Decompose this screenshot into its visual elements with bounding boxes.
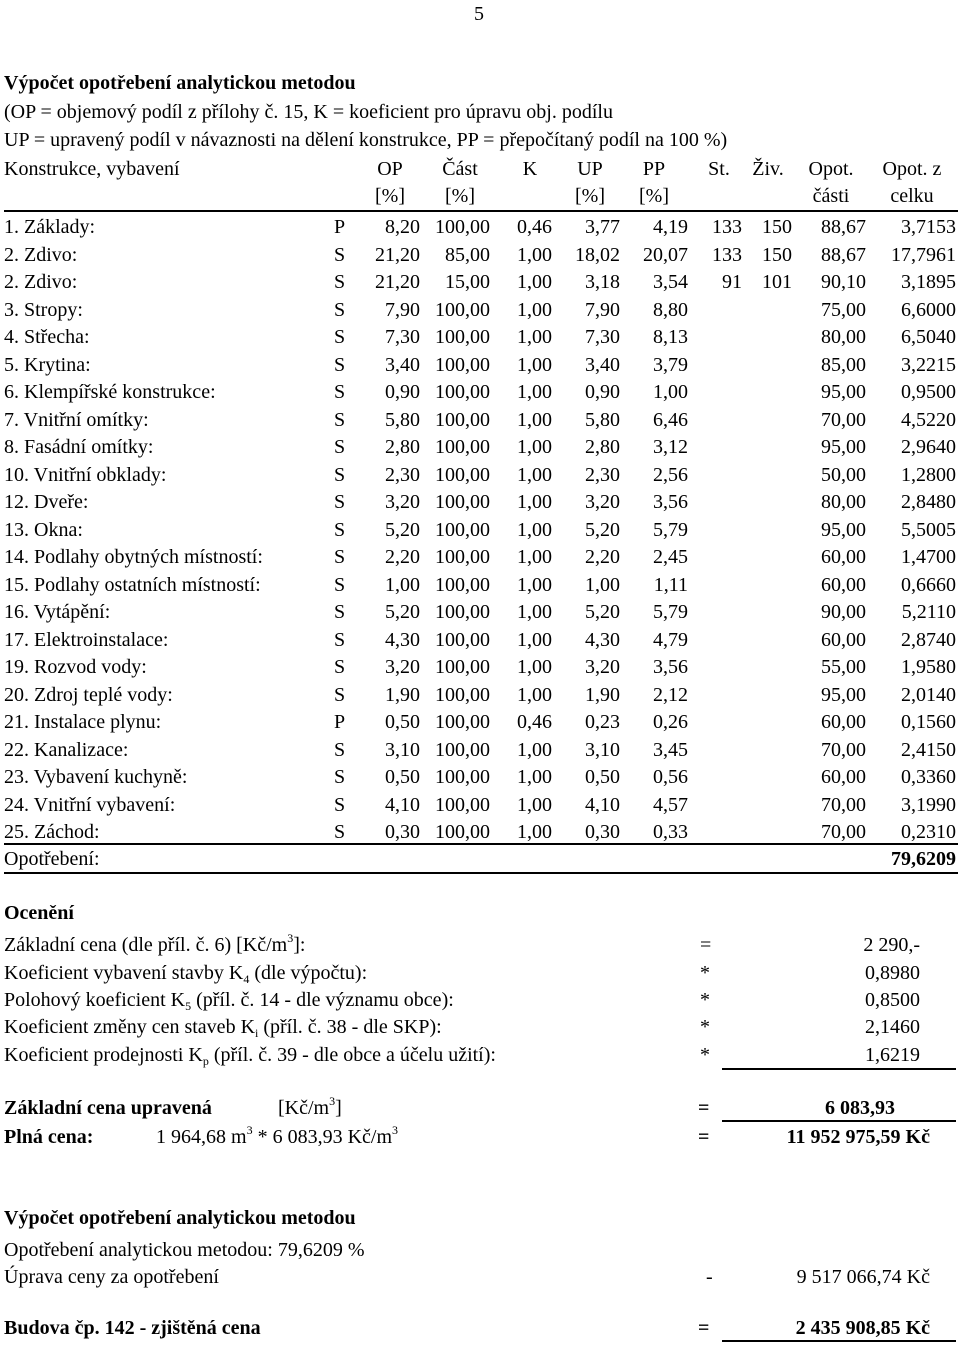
cell-cast: 100,00: [435, 299, 490, 321]
cell-k: 0,46: [517, 711, 552, 733]
cell-ziv: 150: [762, 216, 792, 238]
cell-pp: 3,79: [653, 354, 688, 376]
cell-up: 3,20: [585, 656, 620, 678]
header-pp-unit: [%]: [639, 185, 669, 207]
cell-opc: 60,00: [821, 629, 866, 651]
total-value: 79,6209: [891, 848, 956, 870]
header-opot-casti-unit: části: [812, 185, 850, 207]
intro-title: Výpočet opotřebení analytickou metodou: [4, 72, 356, 94]
cell-type: S: [334, 601, 346, 623]
cell-op: 7,30: [385, 326, 420, 348]
cell-type: S: [334, 271, 346, 293]
oceneni-value: 1,6219: [865, 1044, 920, 1066]
cell-cast: 100,00: [435, 409, 490, 431]
cell-opc: 90,00: [821, 601, 866, 623]
cell-opc: 50,00: [821, 464, 866, 486]
cell-type: S: [334, 409, 346, 431]
cell-op: 0,50: [385, 766, 420, 788]
cell-op: 0,50: [385, 711, 420, 733]
cell-k: 1,00: [517, 656, 552, 678]
cell-up: 3,18: [585, 271, 620, 293]
cell-type: S: [334, 629, 346, 651]
uprava-label: Úprava ceny za opotřebení: [4, 1266, 219, 1288]
cell-opc: 60,00: [821, 766, 866, 788]
oceneni-title: Ocenění: [4, 902, 74, 924]
header-pp: PP: [642, 158, 666, 180]
cell-k: 1,00: [517, 409, 552, 431]
cell-pp: 1,11: [653, 574, 688, 596]
cell-pp: 4,19: [653, 216, 688, 238]
cell-opc: 75,00: [821, 299, 866, 321]
cell-cast: 100,00: [435, 354, 490, 376]
upravena-label: Základní cena upravená: [4, 1097, 212, 1119]
cell-opc: 85,00: [821, 354, 866, 376]
oceneni-value: 2 290,-: [863, 934, 920, 956]
cell-op: 0,30: [385, 821, 420, 843]
cell-up: 0,23: [585, 711, 620, 733]
cell-k: 1,00: [517, 739, 552, 761]
cell-opz: 0,1560: [901, 711, 956, 733]
cell-k: 1,00: [517, 491, 552, 513]
cell-up: 18,02: [575, 244, 620, 266]
cell-up: 4,30: [585, 629, 620, 651]
cell-k: 1,00: [517, 464, 552, 486]
cell-name: 20. Zdroj teplé vody:: [4, 684, 173, 706]
cell-cast: 100,00: [435, 574, 490, 596]
final-label: Budova čp. 142 - zjištěná cena: [4, 1317, 261, 1339]
cell-pp: 8,13: [653, 326, 688, 348]
cell-k: 1,00: [517, 354, 552, 376]
oceneni-label: Polohový koeficient $K_5$ (příl. č. 14 - dle významu obce):: [4, 989, 454, 1013]
plna-op: =: [698, 1126, 710, 1148]
cell-opz: 3,1990: [901, 794, 956, 816]
cell-type: S: [334, 299, 346, 321]
cell-cast: 100,00: [435, 656, 490, 678]
cell-k: 1,00: [517, 794, 552, 816]
cell-opz: 2,8740: [901, 629, 956, 651]
cell-op: 1,00: [385, 574, 420, 596]
cell-op: 1,90: [385, 684, 420, 706]
cell-up: 0,30: [585, 821, 620, 843]
cell-name: 2. Zdivo:: [4, 271, 78, 293]
cell-op: 7,90: [385, 299, 420, 321]
cell-k: 1,00: [517, 766, 552, 788]
cell-name: 24. Vnitřní vybavení:: [4, 794, 176, 816]
cell-cast: 100,00: [435, 546, 490, 568]
cell-opz: 1,2800: [901, 464, 956, 486]
cell-cast: 100,00: [435, 684, 490, 706]
plna-formula: 1 964,68 $m^3 * 6$ 083,93 $Kč/m^3$: [156, 1123, 398, 1148]
header-opot-celku: Opot. z: [882, 158, 942, 180]
cell-opc: 95,00: [821, 436, 866, 458]
total-divider: [4, 843, 958, 845]
cell-cast: 100,00: [435, 821, 490, 843]
cell-opz: 0,6660: [901, 574, 956, 596]
cell-k: 1,00: [517, 684, 552, 706]
cell-opc: 80,00: [821, 491, 866, 513]
cell-up: 2,80: [585, 436, 620, 458]
header-st: St.: [708, 158, 730, 180]
cell-type: S: [334, 739, 346, 761]
cell-name: 2. Zdivo:: [4, 244, 78, 266]
oceneni-label: Koeficient prodejnosti $K_p$ (příl. č. 39 - dle obce a účelu užití):: [4, 1044, 496, 1068]
cell-type: S: [334, 464, 346, 486]
intro-line-2: UP = upravený podíl v návaznosti na dělení konstrukce, PP = přepočítaný podíl na 100 %): [4, 129, 728, 151]
cell-opz: 5,5005: [901, 519, 956, 541]
cell-cast: 15,00: [445, 271, 490, 293]
cell-opz: 5,2110: [901, 601, 956, 623]
cell-type: S: [334, 656, 346, 678]
header-opot-casti: Opot.: [808, 158, 854, 180]
cell-op: 5,20: [385, 519, 420, 541]
cell-cast: 100,00: [435, 326, 490, 348]
cell-k: 1,00: [517, 244, 552, 266]
cell-pp: 8,80: [653, 299, 688, 321]
cell-up: 2,20: [585, 546, 620, 568]
oceneni-value: 2,1460: [865, 1016, 920, 1038]
header-ziv: Živ.: [752, 158, 784, 180]
cell-cast: 100,00: [435, 739, 490, 761]
final-value: 2 435 908,85 Kč: [795, 1317, 930, 1339]
cell-name: 25. Záchod:: [4, 821, 100, 843]
cell-name: 17. Elektroinstalace:: [4, 629, 169, 651]
cell-pp: 3,54: [653, 271, 688, 293]
header-divider: [4, 210, 958, 212]
cell-pp: 1,00: [653, 381, 688, 403]
header-opot-celku-unit: celku: [890, 185, 934, 207]
cell-k: 1,00: [517, 519, 552, 541]
cell-name: 1. Základy:: [4, 216, 96, 238]
cell-op: 5,80: [385, 409, 420, 431]
cell-type: P: [334, 216, 346, 238]
cell-op: 3,40: [385, 354, 420, 376]
upravena-value: 6 083,93: [825, 1097, 895, 1119]
plna-label: Plná cena:: [4, 1126, 94, 1148]
oceneni-label: Koeficient vybavení stavby $K_4$ (dle výpočtu):: [4, 962, 368, 986]
cell-up: 3,77: [585, 216, 620, 238]
oceneni-operator: *: [700, 1044, 710, 1066]
cell-cast: 100,00: [435, 601, 490, 623]
cell-op: 21,20: [375, 271, 420, 293]
cell-opz: 17,7961: [891, 244, 956, 266]
cell-up: 3,10: [585, 739, 620, 761]
cell-up: 7,90: [585, 299, 620, 321]
cell-up: 4,10: [585, 794, 620, 816]
cell-pp: 2,45: [653, 546, 688, 568]
cell-type: S: [334, 326, 346, 348]
cell-op: 3,20: [385, 656, 420, 678]
cell-pp: 3,45: [653, 739, 688, 761]
cell-name: 13. Okna:: [4, 519, 83, 541]
cell-opc: 88,67: [821, 244, 866, 266]
cell-name: 14. Podlahy obytných místností:: [4, 546, 263, 568]
cell-type: S: [334, 519, 346, 541]
header-op-unit: [%]: [375, 185, 405, 207]
cell-opc: 60,00: [821, 546, 866, 568]
header-cast: Část: [442, 158, 478, 180]
cell-cast: 100,00: [435, 794, 490, 816]
cell-opc: 70,00: [821, 739, 866, 761]
cell-opz: 2,8480: [901, 491, 956, 513]
cell-op: 21,20: [375, 244, 420, 266]
intro-line-1: (OP = objemový podíl z přílohy č. 15, K = koeficient pro úpravu obj. podílu: [4, 101, 613, 123]
cell-opz: 0,2310: [901, 821, 956, 843]
cell-cast: 100,00: [435, 464, 490, 486]
cell-name: 8. Fasádní omítky:: [4, 436, 154, 458]
cell-pp: 20,07: [643, 244, 688, 266]
cell-name: 6. Klempířské konstrukce:: [4, 381, 216, 403]
cell-opz: 6,6000: [901, 299, 956, 321]
cell-type: S: [334, 574, 346, 596]
cell-op: 4,10: [385, 794, 420, 816]
cell-ziv: 150: [762, 244, 792, 266]
cell-name: 12. Dveře:: [4, 491, 89, 513]
summary-line: Opotřebení analytickou metodou: 79,6209 %: [4, 1239, 365, 1261]
cell-opc: 70,00: [821, 409, 866, 431]
cell-name: 23. Vybavení kuchyně:: [4, 766, 188, 788]
summary-title: Výpočet opotřebení analytickou metodou: [4, 1207, 356, 1229]
cell-k: 1,00: [517, 299, 552, 321]
cell-opz: 3,2215: [901, 354, 956, 376]
cell-up: 0,90: [585, 381, 620, 403]
cell-opz: 2,9640: [901, 436, 956, 458]
cell-cast: 100,00: [435, 436, 490, 458]
page-number: 5: [474, 3, 484, 25]
cell-pp: 5,79: [653, 601, 688, 623]
cell-opz: 0,3360: [901, 766, 956, 788]
cell-pp: 3,56: [653, 656, 688, 678]
cell-cast: 100,00: [435, 381, 490, 403]
cell-up: 5,80: [585, 409, 620, 431]
cell-name: 4. Střecha:: [4, 326, 90, 348]
cell-pp: 3,56: [653, 491, 688, 513]
final-underline: [722, 1340, 956, 1342]
cell-up: 1,90: [585, 684, 620, 706]
cell-type: S: [334, 491, 346, 513]
cell-cast: 100,00: [435, 216, 490, 238]
oceneni-value: 0,8500: [865, 989, 920, 1011]
cell-type: S: [334, 354, 346, 376]
cell-up: 5,20: [585, 519, 620, 541]
cell-name: 19. Rozvod vody:: [4, 656, 147, 678]
cell-cast: 100,00: [435, 491, 490, 513]
cell-cast: 100,00: [435, 766, 490, 788]
cell-up: 7,30: [585, 326, 620, 348]
cell-opz: 1,9580: [901, 656, 956, 678]
header-up-unit: [%]: [575, 185, 605, 207]
cell-st: 133: [712, 244, 742, 266]
cell-cast: 85,00: [445, 244, 490, 266]
cell-pp: 0,26: [653, 711, 688, 733]
cell-opc: 60,00: [821, 574, 866, 596]
cell-type: S: [334, 244, 346, 266]
oceneni-operator: *: [700, 989, 710, 1011]
cell-opc: 55,00: [821, 656, 866, 678]
cell-op: 2,20: [385, 546, 420, 568]
cell-opz: 4,5220: [901, 409, 956, 431]
cell-type: S: [334, 436, 346, 458]
header-cast-unit: [%]: [445, 185, 475, 207]
cell-k: 1,00: [517, 601, 552, 623]
oceneni-label: Koeficient změny cen staveb $K_i$ (příl. č. 38 - dle SKP):: [4, 1016, 442, 1040]
cell-pp: 6,46: [653, 409, 688, 431]
oceneni-sum-line: [722, 1068, 956, 1070]
cell-k: 1,00: [517, 436, 552, 458]
oceneni-operator: =: [700, 934, 712, 956]
header-k: K: [522, 158, 538, 180]
cell-k: 1,00: [517, 574, 552, 596]
cell-k: 0,46: [517, 216, 552, 238]
cell-cast: 100,00: [435, 629, 490, 651]
cell-op: 2,30: [385, 464, 420, 486]
cell-opz: 1,4700: [901, 546, 956, 568]
cell-opc: 70,00: [821, 794, 866, 816]
cell-opz: 2,4150: [901, 739, 956, 761]
cell-opc: 70,00: [821, 821, 866, 843]
cell-opc: 88,67: [821, 216, 866, 238]
cell-type: S: [334, 821, 346, 843]
cell-name: 7. Vnitřní omítky:: [4, 409, 149, 431]
cell-up: 1,00: [585, 574, 620, 596]
cell-pp: 3,12: [653, 436, 688, 458]
cell-pp: 0,56: [653, 766, 688, 788]
cell-op: 3,10: [385, 739, 420, 761]
cell-k: 1,00: [517, 821, 552, 843]
cell-opz: 0,9500: [901, 381, 956, 403]
cell-op: 4,30: [385, 629, 420, 651]
cell-st: 91: [722, 271, 742, 293]
cell-op: 8,20: [385, 216, 420, 238]
cell-op: 0,90: [385, 381, 420, 403]
total-label: Opotřebení:: [4, 848, 100, 870]
cell-cast: 100,00: [435, 519, 490, 541]
cell-name: 5. Krytina:: [4, 354, 91, 376]
cell-opc: 80,00: [821, 326, 866, 348]
cell-pp: 5,79: [653, 519, 688, 541]
plna-value: 11 952 975,59 Kč: [786, 1126, 930, 1148]
cell-opz: 3,1895: [901, 271, 956, 293]
uprava-op: -: [706, 1266, 713, 1288]
oceneni-label: Základní cena (dle příl. č. 6) $[Kč/m^3]$:: [4, 931, 306, 956]
cell-k: 1,00: [517, 546, 552, 568]
cell-opz: 3,7153: [901, 216, 956, 238]
cell-opc: 90,10: [821, 271, 866, 293]
upravena-op: =: [698, 1097, 710, 1119]
cell-type: P: [334, 711, 346, 733]
cell-up: 3,20: [585, 491, 620, 513]
oceneni-operator: *: [700, 1016, 710, 1038]
cell-opc: 95,00: [821, 684, 866, 706]
cell-up: 2,30: [585, 464, 620, 486]
cell-op: 3,20: [385, 491, 420, 513]
header-name: Konstrukce, vybavení: [4, 158, 180, 180]
cell-type: S: [334, 381, 346, 403]
cell-pp: 0,33: [653, 821, 688, 843]
cell-pp: 4,57: [653, 794, 688, 816]
cell-pp: 2,12: [653, 684, 688, 706]
cell-ziv: 101: [762, 271, 792, 293]
cell-op: 2,80: [385, 436, 420, 458]
header-up: UP: [577, 158, 603, 180]
cell-opc: 60,00: [821, 711, 866, 733]
cell-name: 10. Vnitřní obklady:: [4, 464, 167, 486]
total-underline: [4, 872, 958, 874]
cell-cast: 100,00: [435, 711, 490, 733]
cell-type: S: [334, 794, 346, 816]
cell-k: 1,00: [517, 629, 552, 651]
cell-up: 3,40: [585, 354, 620, 376]
cell-type: S: [334, 684, 346, 706]
cell-k: 1,00: [517, 326, 552, 348]
oceneni-value: 0,8980: [865, 962, 920, 984]
cell-opc: 95,00: [821, 519, 866, 541]
cell-opz: 2,0140: [901, 684, 956, 706]
upravena-underline: [722, 1120, 956, 1122]
cell-k: 1,00: [517, 381, 552, 403]
cell-k: 1,00: [517, 271, 552, 293]
cell-up: 0,50: [585, 766, 620, 788]
cell-type: S: [334, 546, 346, 568]
uprava-value: 9 517 066,74 Kč: [796, 1266, 930, 1288]
cell-opz: 6,5040: [901, 326, 956, 348]
cell-type: S: [334, 766, 346, 788]
final-op: =: [698, 1317, 710, 1339]
cell-opc: 95,00: [821, 381, 866, 403]
cell-name: 21. Instalace plynu:: [4, 711, 162, 733]
cell-name: 3. Stropy:: [4, 299, 83, 321]
cell-op: 5,20: [385, 601, 420, 623]
cell-up: 5,20: [585, 601, 620, 623]
upravena-unit: $[Kč/m^3]$: [278, 1094, 342, 1119]
cell-pp: 4,79: [653, 629, 688, 651]
cell-name: 15. Podlahy ostatních místností:: [4, 574, 261, 596]
cell-st: 133: [712, 216, 742, 238]
oceneni-operator: *: [700, 962, 710, 984]
cell-name: 16. Vytápění:: [4, 601, 111, 623]
header-op: OP: [377, 158, 403, 180]
cell-name: 22. Kanalizace:: [4, 739, 129, 761]
cell-pp: 2,56: [653, 464, 688, 486]
